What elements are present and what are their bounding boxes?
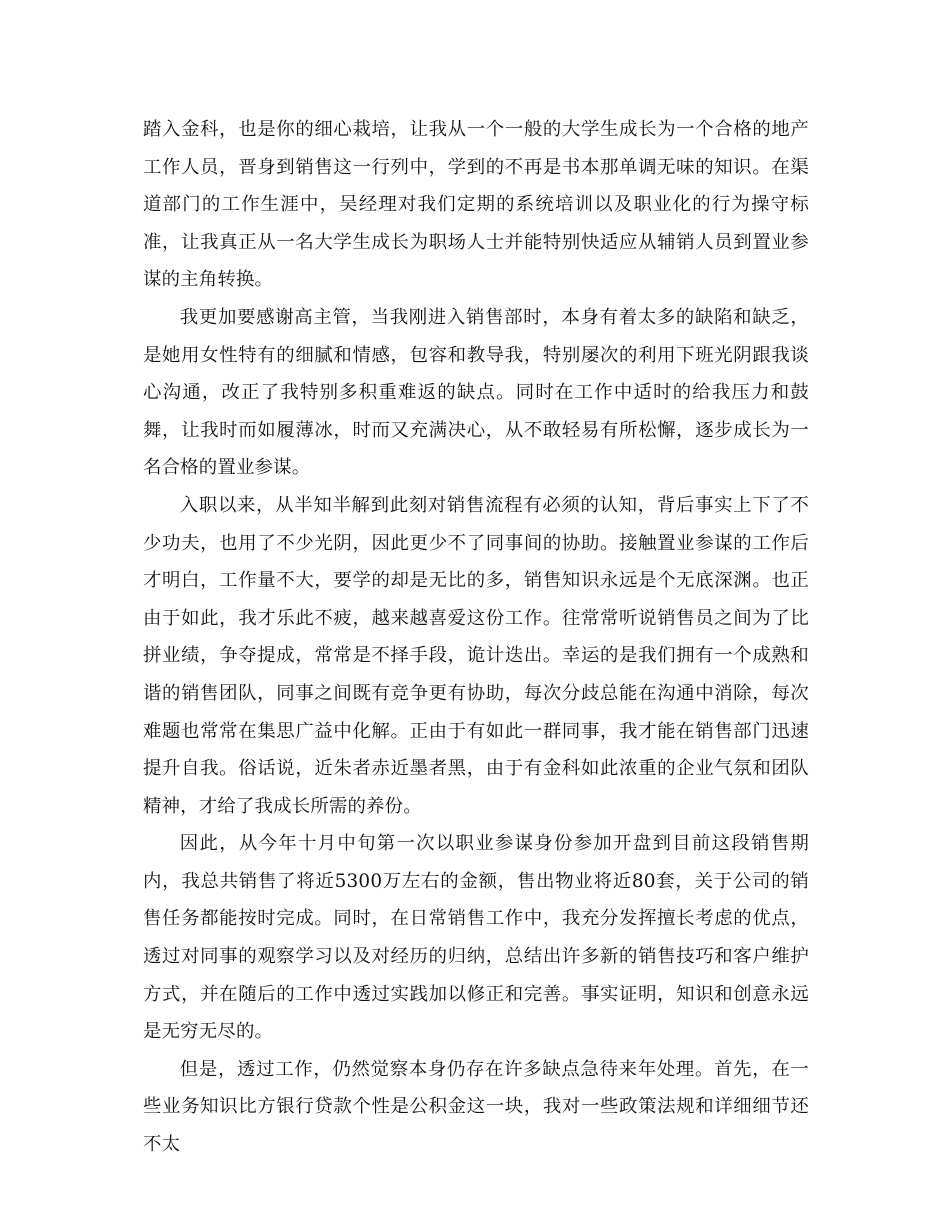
paragraph-5: 但是，透过工作，仍然觉察本身仍存在许多缺点急待来年处理。首先，在一些业务知识比方银行贷款个性是公积金这一块，我对一些政策法规和详细细节还不太	[143, 1058, 809, 1156]
paragraph-3: 入职以来，从半知半解到此刻对销售流程有必须的认知，背后事实上下了不少功夫，也用了不少光阴，因此更少不了同事间的协助。接触置业参谋的工作后才明白，工作量不大，要学的却是无比的多，销售知识永远是个无底深渊。也正由于如此，我才乐此不疲，越来越喜爱这份工作。往常常听说销售员之间为了比拼业绩，争夺提成，常常是不择手段，诡计迭出。幸运的是我们拥有一个成熟和谐的销售团队，同事之间既有竞争更有协助，每次分歧总能在沟通中消除，每次难题也常常在集思广益中化解。正由于有如此一群同事，我才能在销售部门迅速提升自我。俗话说，近朱者赤近墨者黑，由于有金科如此浓重的企业气氛和团队精神，才给了我成长所需的养份。	[143, 494, 809, 817]
document-body	[143, 111, 809, 1164]
paragraph-1: 踏入金科，也是你的细心栽培，让我从一个一般的大学生成长为一个合格的地产工作人员，晋身到销售这一行列中，学到的不再是书本那单调无味的知识。在渠道部门的工作生涯中，吴经理对我们定期的系统培训以及职业化的行为操守标准，让我真正从一名大学生成长为职场人士并能特别快适应从辅销人员到置业参谋的主角转换。	[143, 119, 809, 291]
paragraph-2: 我更加要感谢高主管，当我刚进入销售部时，本身有着太多的缺陷和缺乏，是她用女性特有的细腻和情感，包容和教导我，特别屡次的利用下班光阴跟我谈心沟通，改正了我特别多积重难返的缺点。同时在工作中适时的给我压力和鼓舞，让我时而如履薄冰，时而又充满决心，从不敢轻易有所松懈，逐步成长为一名合格的置业参谋。	[143, 306, 809, 479]
paragraph-4: 因此，从今年十月中旬第一次以职业参谋身份参加开盘到目前这段销售期内，我总共销售了将近5300万左右的金额，售出物业将近80套，关于公司的销售任务都能按时完成。同时，在日常销售工作中，我充分发挥擅长考虑的优点，透过对同事的观察学习以及对经历的归纳，总结出许多新的销售技巧和客户维护方式，并在随后的工作中透过实践加以修正和完善。事实证明，知识和创意永远是无穷无尽的。	[143, 833, 809, 1043]
